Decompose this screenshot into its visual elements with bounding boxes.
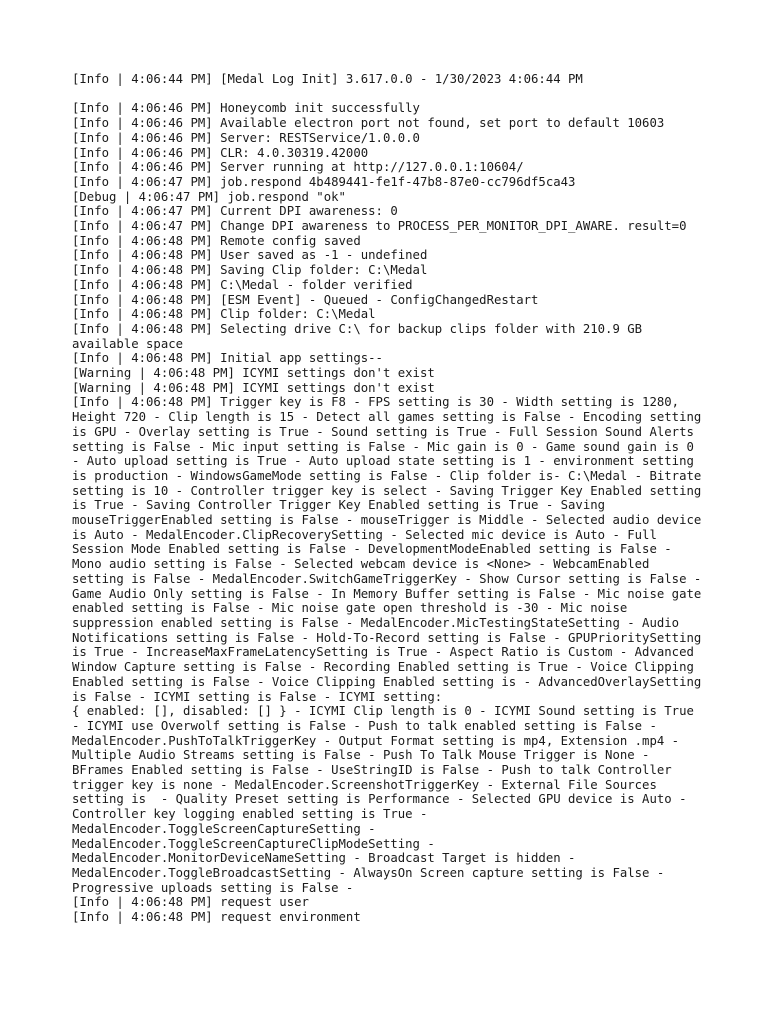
log-line: [Info | 4:06:47 PM] job.respond 4b489441-fe1f-47b8-87e0-cc796df5ca43 [72, 174, 576, 189]
log-line: [Info | 4:06:46 PM] Server running at http://127.0.0.1:10604/ [72, 160, 524, 175]
log-line-settings-dump: [Info | 4:06:48 PM] Trigger key is F8 - FPS setting is 30 - Width setting is 1280, Height 720 - Clip length is 15 - Detect all games setting is False - Encoding setting is GPU - Overlay setting is True - Sound setting is True - Full Session Sound Alerts setting is False - Mic input setting is False - Mic gain is 0 - Game sound gain is 0 - Auto upload setting is True - Auto upload state setting is 1 - environment setting is production - WindowsGameMode setting is False - Clip folder is- C:\Medal - Bitrate setting is 10 - Controller trigger key is select - Saving Trigger Key Enabled setting is True - Saving Controller Trigger Key Enabled setting is True - Saving mouseTriggerEnabled setting is False - mouseTrigger is Middle - Selected audio device is Auto - MedalEncoder.ClipRecoverySetting - Selected mic device is Auto - Full Session Mode Enabled setting is False - DevelopmentModeEnabled setting is False - Mono audio setting is False - Selected webcam device is <None> - WebcamEnabled setting is False - MedalEncoder.SwitchGameTriggerKey - Show Cursor setting is False - Game Audio Only setting is False - In Memory Buffer setting is False - Mic noise gate enabled setting is False - Mic noise gate open threshold is -30 - Mic noise suppression enabled setting is False - MedalEncoder.MicTestingStateSetting - Audio Notifications setting is False - Hold-To-Record setting is False - GPUPrioritySetting is True - IncreaseMaxFrameLatencySetting is True - Aspect Ratio is Custom - Advanced Window Capture setting is False - Recording Enabled setting is True - Voice Clipping Enabled setting is False - Voice Clipping Enabled setting is - AdvancedOverlaySetting is False - ICYMI setting is False - ICYMI setting: { enabled: [], disabled: [] } - ICYMI Clip length is 0 - ICYMI Sound setting is True - ICYMI use Overwolf setting is False - Push to talk enabled setting is False - MedalEncoder.PushToTalkTriggerKey - Output Format setting is mp4, Extension .mp4 - Multiple Audio Streams setting is False - Push To Talk Mouse Trigger is None - BFrames Enabled setting is False - UseStringID is False - Push to talk Controller trigger key is none - MedalEncoder.ScreenshotTriggerKey - External File Sources setting is - Quality Preset setting is Performance - Selected GPU device is Auto - Controller key logging enabled setting is True - MedalEncoder.ToggleScreenCaptureSetting - MedalEncoder.ToggleScreenCaptureClipModeSetting - MedalEncoder.MonitorDeviceNameSetting - Broadcast Target is hidden - MedalEncoder.ToggleBroadcastSetting - AlwaysOn Screen capture setting is False - Progressive uploads setting is False - [72, 395, 702, 895]
log-line: [Info | 4:06:48 PM] Remote config saved [72, 233, 361, 248]
log-line: [Info | 4:06:48 PM] Initial app settings-- [72, 351, 383, 366]
log-line: [Info | 4:06:48 PM] Saving Clip folder: C:\Medal [72, 263, 428, 278]
blank-line [72, 87, 704, 102]
log-line: [Info | 4:06:47 PM] Change DPI awareness to PROCESS_PER_MONITOR_DPI_AWARE. result=0 [72, 219, 687, 234]
log-line: [Info | 4:06:48 PM] Selecting drive C:\ for backup clips folder with 210.9 GB available space [72, 321, 650, 351]
log-document [72, 72, 704, 925]
log-line: [Info | 4:06:48 PM] [ESM Event] - Queued - ConfigChangedRestart [72, 292, 539, 307]
log-line: [Info | 4:06:48 PM] User saved as -1 - undefined [72, 248, 428, 263]
log-line: [Info | 4:06:46 PM] CLR: 4.0.30319.42000 [72, 145, 369, 160]
log-line: [Info | 4:06:48 PM] Clip folder: C:\Medal [72, 307, 376, 322]
log-line: [Info | 4:06:48 PM] request user [72, 895, 309, 910]
log-line: [Info | 4:06:46 PM] Server: RESTService/1.0.0.0 [72, 130, 420, 145]
log-line-debug: [Debug | 4:06:47 PM] job.respond "ok" [72, 189, 346, 204]
log-line: [Info | 4:06:46 PM] Honeycomb init successfully [72, 101, 420, 116]
log-line: [Info | 4:06:48 PM] C:\Medal - folder verified [72, 277, 413, 292]
log-header-line: [Info | 4:06:44 PM] [Medal Log Init] 3.617.0.0 - 1/30/2023 4:06:44 PM [72, 72, 583, 86]
log-line: [Info | 4:06:48 PM] request environment [72, 910, 361, 925]
log-line: [Info | 4:06:47 PM] Current DPI awareness: 0 [72, 204, 398, 219]
log-line: [Info | 4:06:46 PM] Available electron port not found, set port to default 10603 [72, 116, 665, 131]
log-line-warning: [Warning | 4:06:48 PM] ICYMI settings don't exist [72, 380, 435, 395]
log-line-warning: [Warning | 4:06:48 PM] ICYMI settings don't exist [72, 366, 435, 381]
